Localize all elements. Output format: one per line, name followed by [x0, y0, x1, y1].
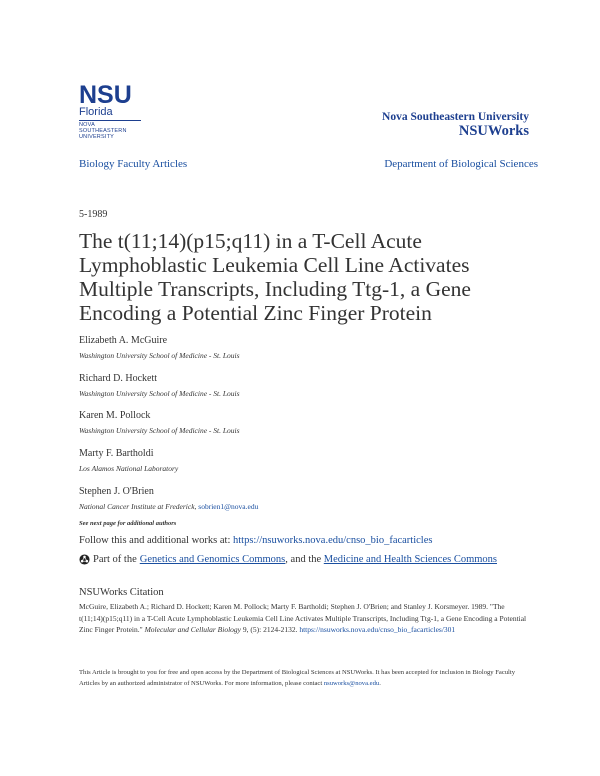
access-footer: [79, 668, 529, 689]
repository-name[interactable]: NSUWorks: [458, 123, 529, 139]
university-name[interactable]: Nova Southeastern University: [382, 111, 529, 123]
logo-sub-line2: UNIVERSITY: [79, 134, 115, 140]
genetics-commons-link[interactable]: Genetics and Genomics Commons: [139, 554, 286, 565]
author-affiliation: Los Alamos National Laboratory: [79, 464, 179, 473]
author-name: Karen M. Pollock: [79, 410, 151, 421]
citation-part-1: McGuire, Elizabeth A.; Richard D. Hockett; Karen M. Pollock; Marty F. Bartholdi; Stephen J. O'Brien; and Stanley J. Korsmeyer. 1989. "The t(11;14)(p15;q11) in a T-Cell Acute Lymphoblastic Leukemia Cell Line Activates Multiple Transcripts, Including Ttg-1, a Gene Encoding a Potential Zinc Finger Protein.": [79, 602, 527, 635]
author-email-link[interactable]: sobrien1@nova.edu: [198, 502, 259, 511]
contact-email-link[interactable]: nsuworks@nova.edu: [323, 679, 380, 687]
citation-link[interactable]: https://nsuworks.nova.edu/cnso_bio_facarticles/301: [299, 625, 456, 635]
network-icon: [79, 554, 90, 565]
article-title: The t(11;14)(p15;q11) in a T-Cell Acute Lymphoblastic Leukemia Cell Line Activates Multiple Transcripts, Including Ttg-1, a Gene Encoding a Potential Zinc Finger Protein: [79, 229, 471, 325]
author-affiliation: National Cancer Institute at Frederick: [79, 502, 195, 511]
author-affiliation: Washington University School of Medicine - St. Louis: [79, 351, 240, 360]
follow-text: Follow this and additional works at:: [79, 535, 233, 546]
citation-heading: NSUWorks Citation: [79, 587, 164, 598]
footer-end: .: [379, 679, 381, 687]
logo-florida-text: Florida: [79, 106, 113, 118]
footer-text: This Article is brought to you for free and open access by the Department of Biological Sciences at NSUWorks. It has been accepted for inclusion in Biology Faculty Articles by an authorized administrator of NSUWorks. For more information, please contact: [79, 669, 516, 687]
see-next-page-note: See next page for additional authors: [79, 520, 177, 527]
medicine-commons-link[interactable]: Medicine and Health Sciences Commons: [323, 554, 497, 565]
author-name: Stephen J. O'Brien: [79, 486, 154, 497]
nsu-florida-logo[interactable]: [79, 81, 143, 140]
author-name: Richard D. Hockett: [79, 373, 158, 384]
follow-line: [79, 535, 432, 546]
part-of-prefix: Part of the: [93, 554, 137, 565]
logo-sub-line1: NOVA SOUTHEASTERN: [79, 122, 127, 134]
citation-journal: Molecular and Cellular Biology: [144, 625, 242, 635]
biology-faculty-articles-link[interactable]: Biology Faculty Articles: [79, 158, 188, 170]
logo-divider: [79, 120, 141, 121]
collection-link[interactable]: https://nsuworks.nova.edu/cnso_bio_facarticles: [233, 535, 433, 546]
citation-text: [79, 601, 529, 636]
author-affiliation: Washington University School of Medicine - St. Louis: [79, 389, 240, 398]
author-affiliation: Washington University School of Medicine - St. Louis: [79, 426, 240, 435]
department-link[interactable]: Department of Biological Sciences: [384, 158, 538, 170]
logo-nsu-text: NSU: [79, 81, 132, 109]
publication-date: 5-1989: [79, 209, 108, 220]
affiliation-separator: ,: [194, 502, 199, 511]
author-affiliation-row: [79, 502, 258, 511]
author-name: Elizabeth A. McGuire: [79, 335, 168, 346]
citation-part-2: 9, (5): 2124-2132.: [241, 625, 300, 635]
part-of-line: [79, 554, 497, 565]
author-name: Marty F. Bartholdi: [79, 448, 154, 459]
part-of-middle: , and the: [285, 554, 324, 565]
